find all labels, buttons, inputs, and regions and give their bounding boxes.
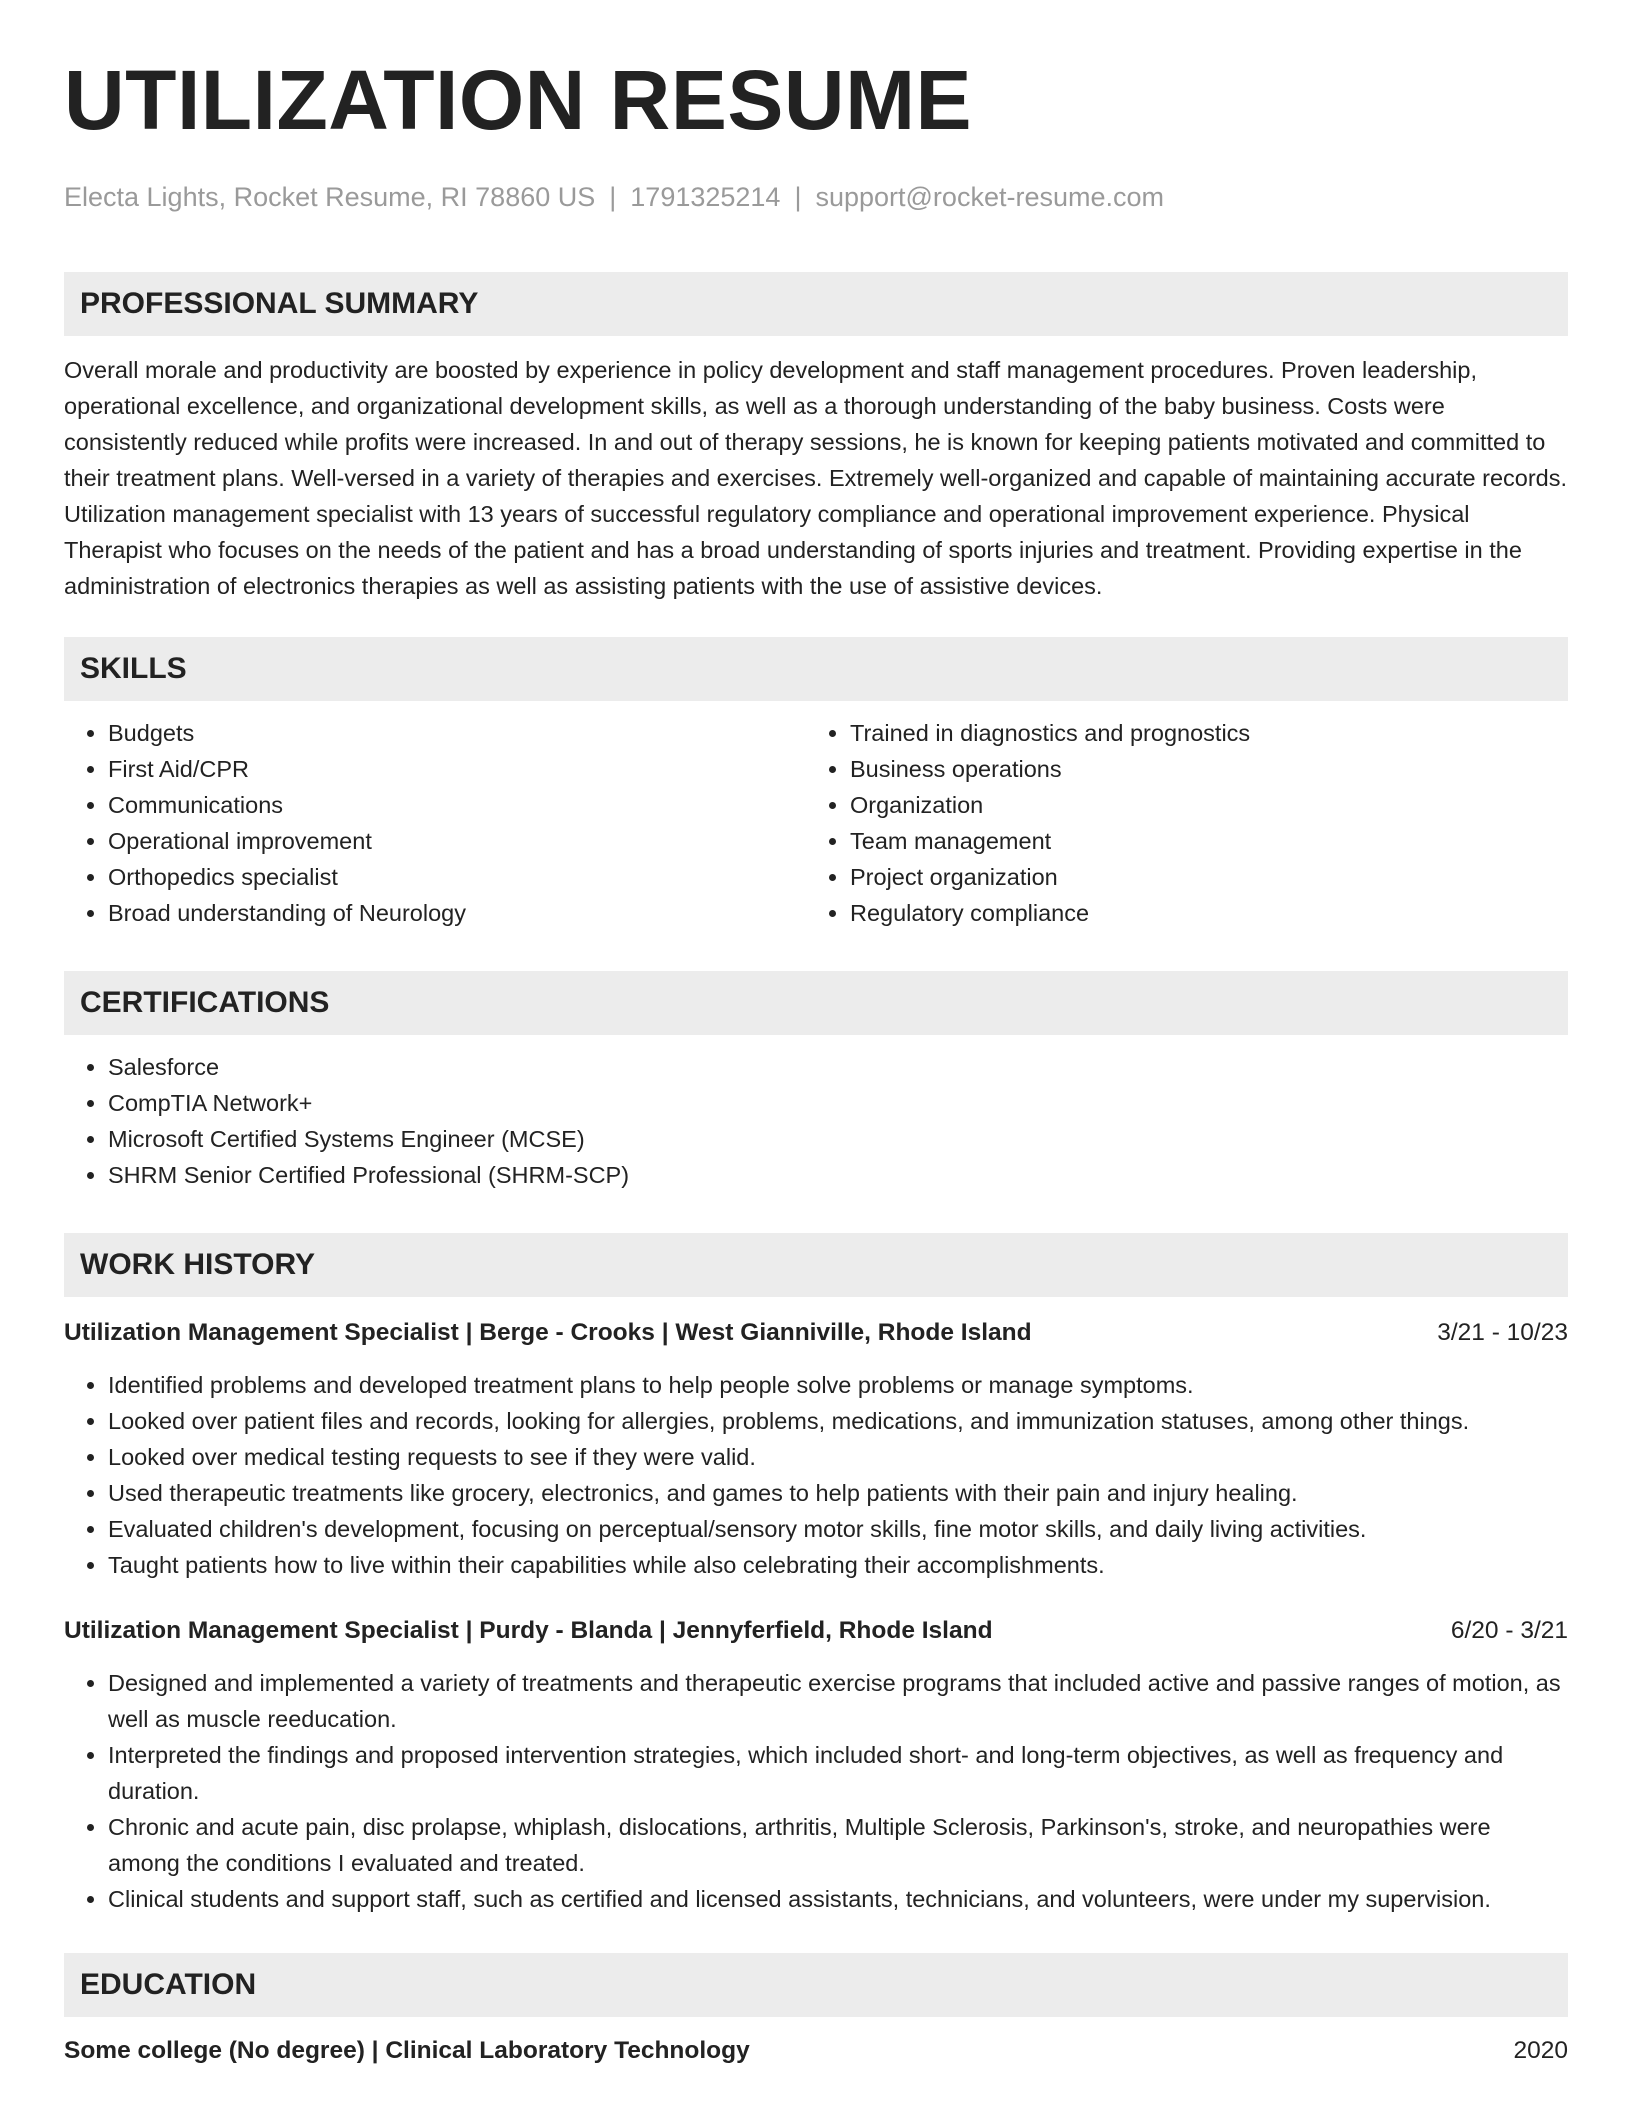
- section-header-education: EDUCATION: [64, 1953, 1568, 2017]
- education-degree: Some college (No degree) | Clinical Laboratory Technology: [64, 2037, 750, 2064]
- job-bullet: • Used therapeutic treatments like grocery, electronics, and games to help patients with their pain and injury healing.: [108, 1475, 1568, 1511]
- contact-email: support@rocket-resume.com: [815, 182, 1164, 212]
- skill-item: • Organization: [850, 787, 1548, 823]
- skill-item: • Operational improvement: [108, 823, 806, 859]
- summary-text: Overall morale and productivity are boosted by experience in policy development and staff management procedures. Proven leadership, operational excellence, and organizational development skills, as well as a thorough understanding of the baby business. Costs were consistently reduced while profits were increased. In and out of therapy sessions, he is known for keeping patients motivated and committed to their treatment plans. Well-versed in a variety of therapies and exercises. Extremely well-organized and capable of maintaining accurate records. Utilization management specialist with 13 years of successful regulatory compliance and operational improvement experience. Physical Therapist who focuses on the needs of the patient and has a broad understanding of sports injuries and treatment. Providing expertise in the administration of electronics therapies as well as assisting patients with the use of assistive devices.: [64, 357, 1568, 599]
- job-title: Utilization Management Specialist | Berge - Crooks | West Gianniville, Rhode Island: [64, 1319, 1032, 1346]
- skill-item: • Team management: [850, 823, 1548, 859]
- job-bullet: • Interpreted the findings and proposed intervention strategies, which included short- and long-term objectives, as well as frequency and duration.: [108, 1737, 1568, 1809]
- contact-separator: |: [609, 182, 617, 212]
- skill-item: • Project organization: [850, 859, 1548, 895]
- job-title: Utilization Management Specialist | Purdy - Blanda | Jennyferfield, Rhode Island: [64, 1617, 993, 1644]
- skills-column-right: [806, 715, 1548, 931]
- certification-item: • SHRM Senior Certified Professional (SHRM-SCP): [108, 1157, 1568, 1193]
- section-header-summary: PROFESSIONAL SUMMARY: [64, 272, 1568, 336]
- job-bullet: • Looked over patient files and records, looking for allergies, problems, medications, and immunization statuses, among other things.: [108, 1403, 1568, 1439]
- skill-item: • Communications: [108, 787, 806, 823]
- resume-title: UTILIZATION RESUME: [64, 53, 973, 147]
- job-bullet: • Designed and implemented a variety of treatments and therapeutic exercise programs that included active and passive ranges of motion, as well as muscle reeducation.: [108, 1665, 1568, 1737]
- contact-line: [64, 184, 1568, 214]
- certifications-list: [64, 1049, 1568, 1193]
- job-bullet: • Chronic and acute pain, disc prolapse, whiplash, dislocations, arthritis, Multiple Sclerosis, Parkinson's, stroke, and neuropathies were among the conditions I evaluated and treated.: [108, 1809, 1568, 1881]
- job-dates: 6/20 - 3/21: [1450, 1617, 1568, 1644]
- skill-item: • Broad understanding of Neurology: [108, 895, 806, 931]
- contact-phone: 1791325214: [630, 182, 781, 212]
- skill-item: • Trained in diagnostics and prognostics: [850, 715, 1548, 751]
- contact-separator: |: [794, 182, 802, 212]
- certification-item: • Salesforce: [108, 1049, 1568, 1085]
- skill-item: • Business operations: [850, 751, 1548, 787]
- job-bullet: • Clinical students and support staff, such as certified and licensed assistants, technicians, and volunteers, were under my supervision.: [108, 1881, 1568, 1917]
- section-header-work-history: WORK HISTORY: [64, 1233, 1568, 1297]
- education-year: 2020: [1513, 2037, 1568, 2064]
- skills-column-left: [64, 715, 806, 931]
- skill-item: • Orthopedics specialist: [108, 859, 806, 895]
- education-heading: [64, 2033, 1568, 2069]
- section-header-certifications: CERTIFICATIONS: [64, 971, 1568, 1035]
- skill-item: • Regulatory compliance: [850, 895, 1548, 931]
- job-bullet: • Taught patients how to live within their capabilities while also celebrating their accomplishments.: [108, 1547, 1568, 1583]
- certification-item: • Microsoft Certified Systems Engineer (MCSE): [108, 1121, 1568, 1157]
- job-bullet: • Looked over medical testing requests to see if they were valid.: [108, 1439, 1568, 1475]
- skills-grid: [64, 715, 1568, 931]
- contact-address: Electa Lights, Rocket Resume, RI 78860 US: [64, 182, 596, 212]
- certification-item: • CompTIA Network+: [108, 1085, 1568, 1121]
- section-header-skills: SKILLS: [64, 637, 1568, 701]
- job-heading: [64, 1315, 1568, 1351]
- resume-page: [64, 0, 1568, 2069]
- skill-item: • First Aid/CPR: [108, 751, 806, 787]
- job-bullets: [64, 1367, 1568, 1583]
- job-bullets: [64, 1665, 1568, 1917]
- job-dates: 3/21 - 10/23: [1437, 1319, 1568, 1346]
- job-heading: [64, 1613, 1568, 1649]
- job-bullet: • Identified problems and developed treatment plans to help people solve problems or manage symptoms.: [108, 1367, 1568, 1403]
- skill-item: • Budgets: [108, 715, 806, 751]
- job-bullet: • Evaluated children's development, focusing on perceptual/sensory motor skills, fine motor skills, and daily living activities.: [108, 1511, 1568, 1547]
